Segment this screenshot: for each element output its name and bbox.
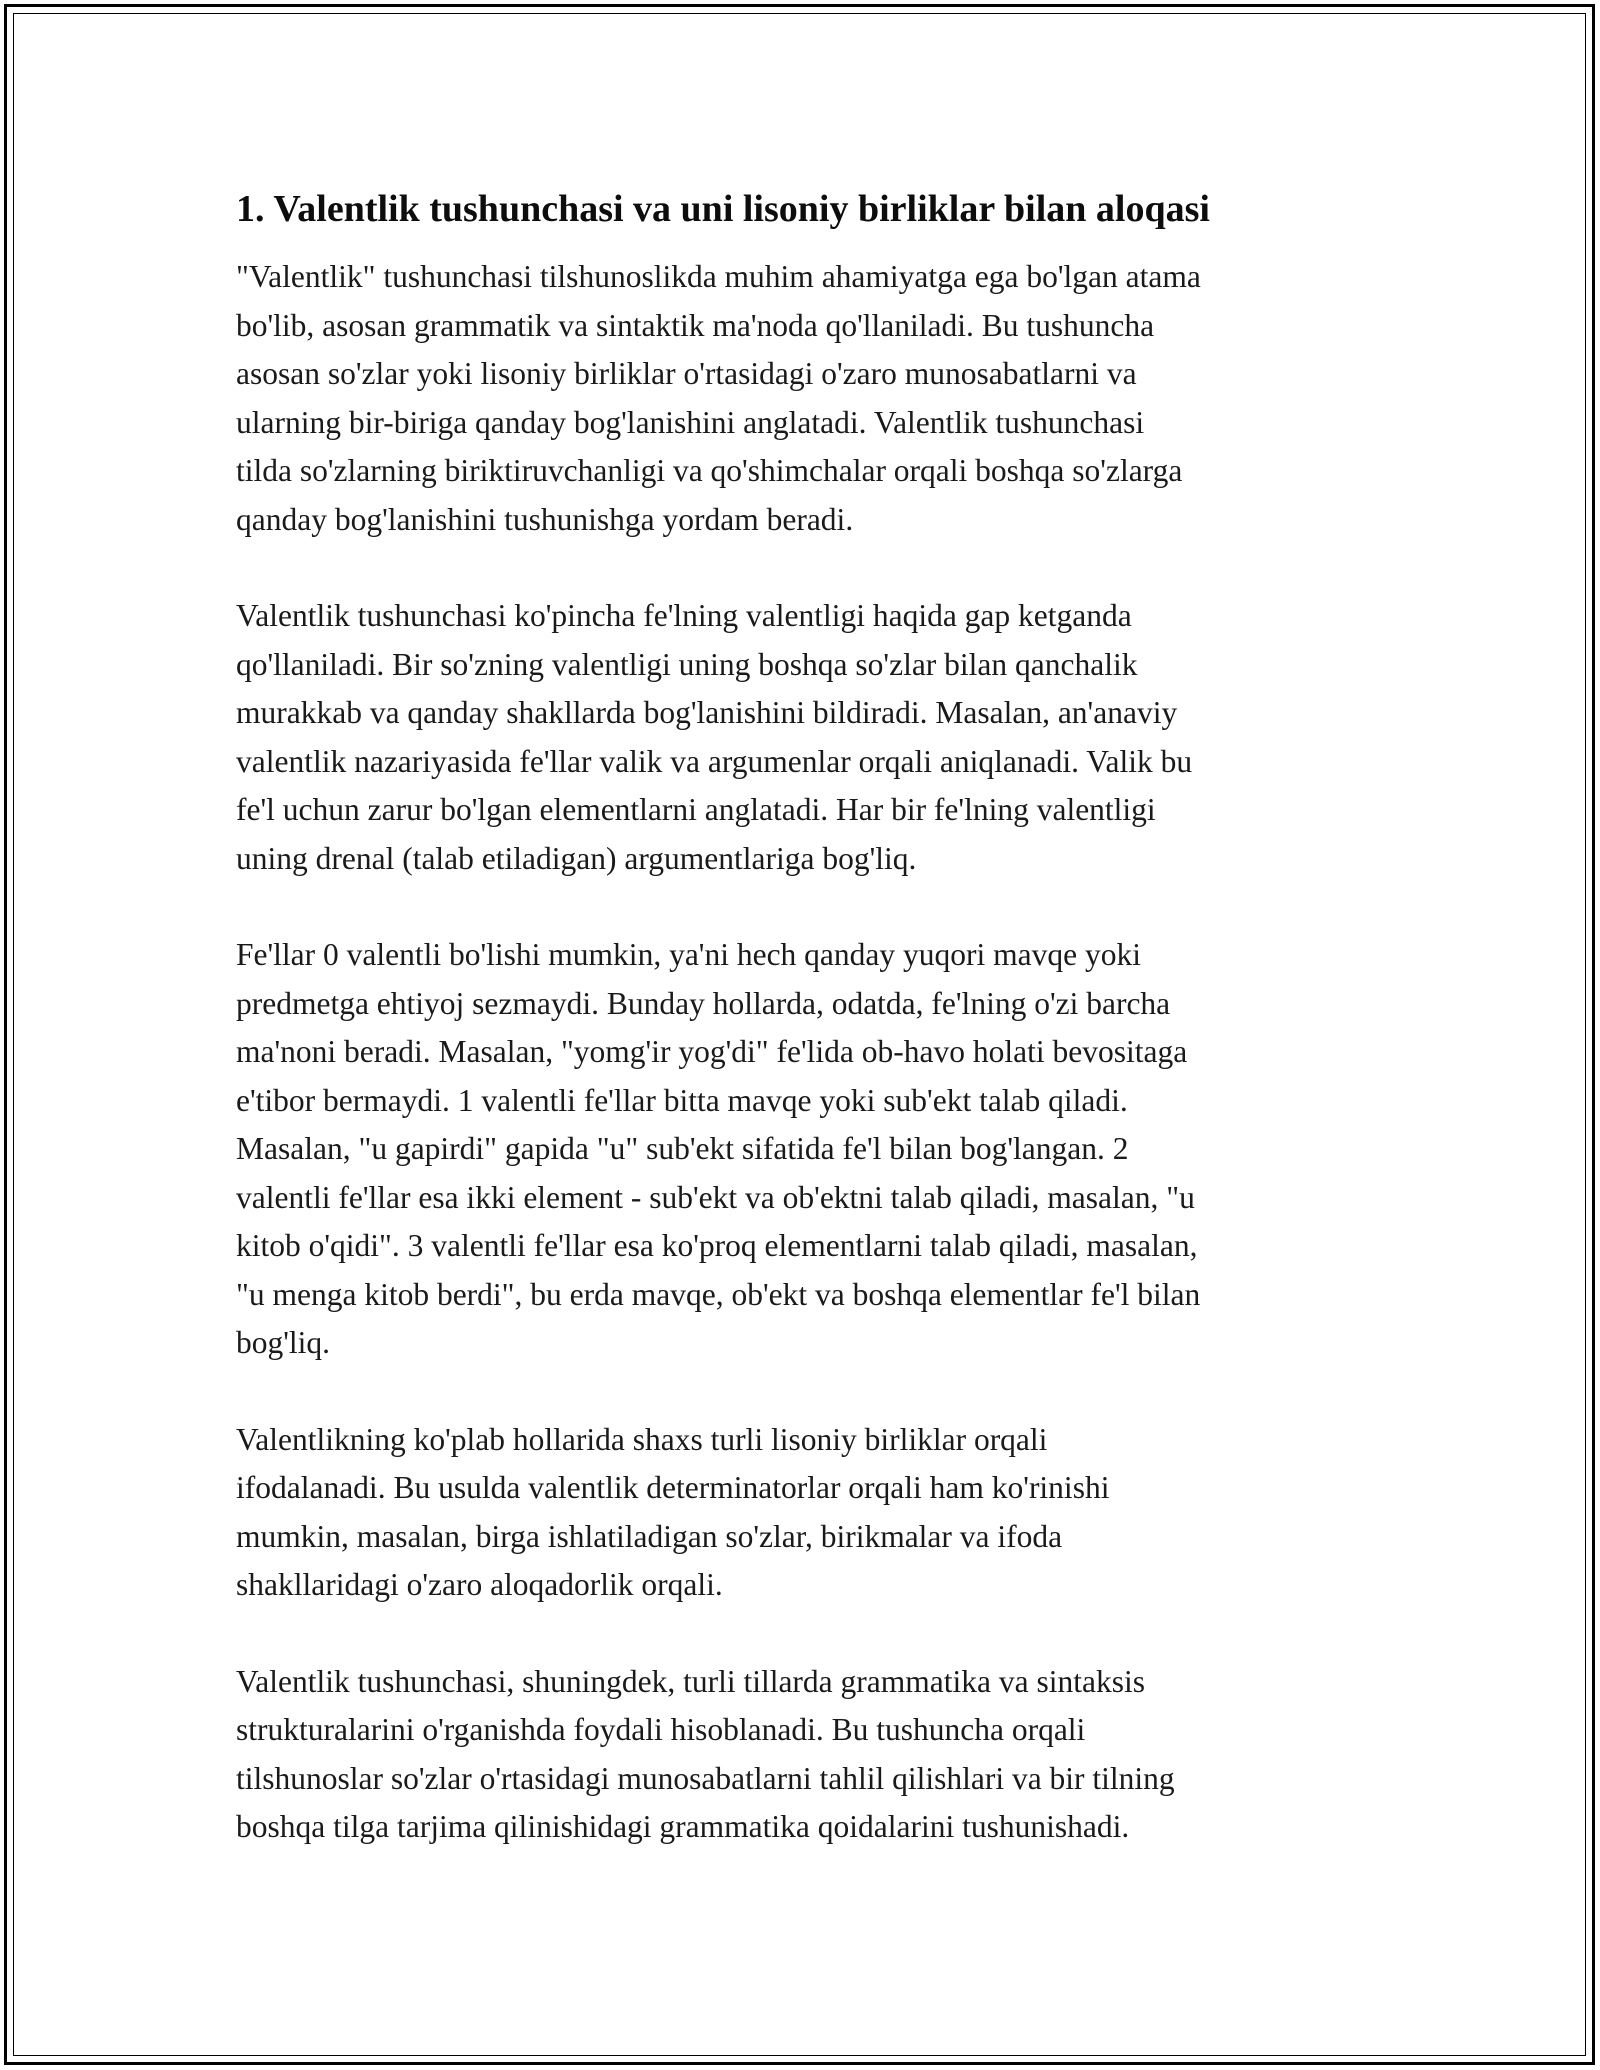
paragraph-line: e'tibor bermaydi. 1 valentli fe'llar bitta mavqe yoki sub'ekt talab qiladi.	[236, 1082, 1128, 1118]
paragraph-2	[236, 592, 1366, 883]
paragraph-line: valentli fe'llar esa ikki element - sub'ekt va ob'ektni talab qiladi, masalan, "u	[236, 1179, 1195, 1215]
document-body	[236, 183, 1366, 1900]
paragraph-line: tilshunoslar so'zlar o'rtasidagi munosabatlarni tahlil qilishlari va bir tilning	[236, 1760, 1175, 1796]
paragraph-line: strukturalarini o'rganishda foydali hisoblanadi. Bu tushuncha orqali	[236, 1712, 1086, 1747]
paragraph-5	[236, 1658, 1366, 1852]
paragraph-line: asosan so'zlar yoki lisoniy birliklar o'rtasidagi o'zaro munosabatlarni va	[236, 356, 1137, 391]
paragraph-line: murakkab va qanday shakllarda bog'lanishini bildiradi. Masalan, an'anaviy	[236, 695, 1178, 730]
paragraph-line: shakllaridagi o'zaro aloqadorlik orqali.	[236, 1567, 723, 1602]
paragraph-4	[236, 1416, 1366, 1610]
paragraph-line: ma'noni beradi. Masalan, "yomg'ir yog'di" fe'lida ob-havo holati bevositaga	[236, 1034, 1188, 1069]
paragraph-line: Valentlik tushunchasi ko'pincha fe'lning valentligi haqida gap ketganda	[236, 598, 1132, 633]
paragraph-line: valentlik nazariyasida fe'llar valik va argumenlar orqali aniqlanadi. Valik bu	[236, 743, 1193, 779]
paragraph-line: kitob o'qidi". 3 valentli fe'llar esa ko'proq elementlarni talab qiladi, masalan,	[236, 1228, 1198, 1263]
paragraph-line: "Valentlik" tushunchasi tilshunoslikda muhim ahamiyatga ega bo'lgan atama	[236, 259, 1201, 294]
paragraph-line: boshqa tilga tarjima qilinishidagi grammatika qoidalarini tushunishadi.	[236, 1809, 1130, 1844]
paragraph-line: ularning bir-biriga qanday bog'lanishini anglatadi. Valentlik tushunchasi	[236, 404, 1145, 440]
paragraph-line: "u menga kitob berdi", bu erda mavqe, ob'ekt va boshqa elementlar fe'l bilan	[236, 1276, 1201, 1312]
paragraph-line: Masalan, "u gapirdi" gapida "u" sub'ekt sifatida fe'l bilan bog'langan. 2	[236, 1131, 1129, 1166]
paragraph-line: fe'l uchun zarur bo'lgan elementlarni anglatadi. Har bir fe'lning valentligi	[236, 792, 1156, 827]
paragraph-line: Valentlik tushunchasi, shuningdek, turli tillarda grammatika va sintaksis	[236, 1663, 1145, 1699]
paragraph-line: bo'lib, asosan grammatik va sintaktik ma'noda qo'llaniladi. Bu tushuncha	[236, 307, 1155, 343]
paragraph-line: predmetga ehtiyoj sezmaydi. Bunday hollarda, odatda, fe'lning o'zi barcha	[236, 985, 1171, 1021]
paragraph-line: Valentlikning ko'plab hollarida shaxs turli lisoniy birliklar orqali	[236, 1421, 1048, 1457]
paragraph-1	[236, 253, 1366, 544]
paragraph-line: qo'llaniladi. Bir so'zning valentligi uning boshqa so'zlar bilan qanchalik	[236, 646, 1138, 682]
paragraph-line: uning drenal (talab etiladigan) argumentlariga bog'liq.	[236, 840, 917, 876]
paragraph-line: tilda so'zlarning biriktiruvchanligi va qo'shimchalar orqali boshqa so'zlarga	[236, 453, 1183, 488]
section-heading: 1. Valentlik tushunchasi va uni lisoniy birliklar bilan aloqasi	[236, 188, 1210, 230]
paragraph-line: bog'liq.	[236, 1325, 331, 1360]
paragraph-line: qanday bog'lanishini tushunishga yordam beradi.	[236, 501, 854, 537]
paragraph-line: ifodalanadi. Bu usulda valentlik determinatorlar orqali ham ko'rinishi	[236, 1470, 1110, 1505]
paragraph-line: mumkin, masalan, birga ishlatiladigan so'zlar, birikmalar va ifoda	[236, 1518, 1063, 1554]
paragraph-3	[236, 931, 1366, 1368]
paragraph-line: Fe'llar 0 valentli bo'lishi mumkin, ya'ni hech qanday yuqori mavqe yoki	[236, 937, 1141, 972]
